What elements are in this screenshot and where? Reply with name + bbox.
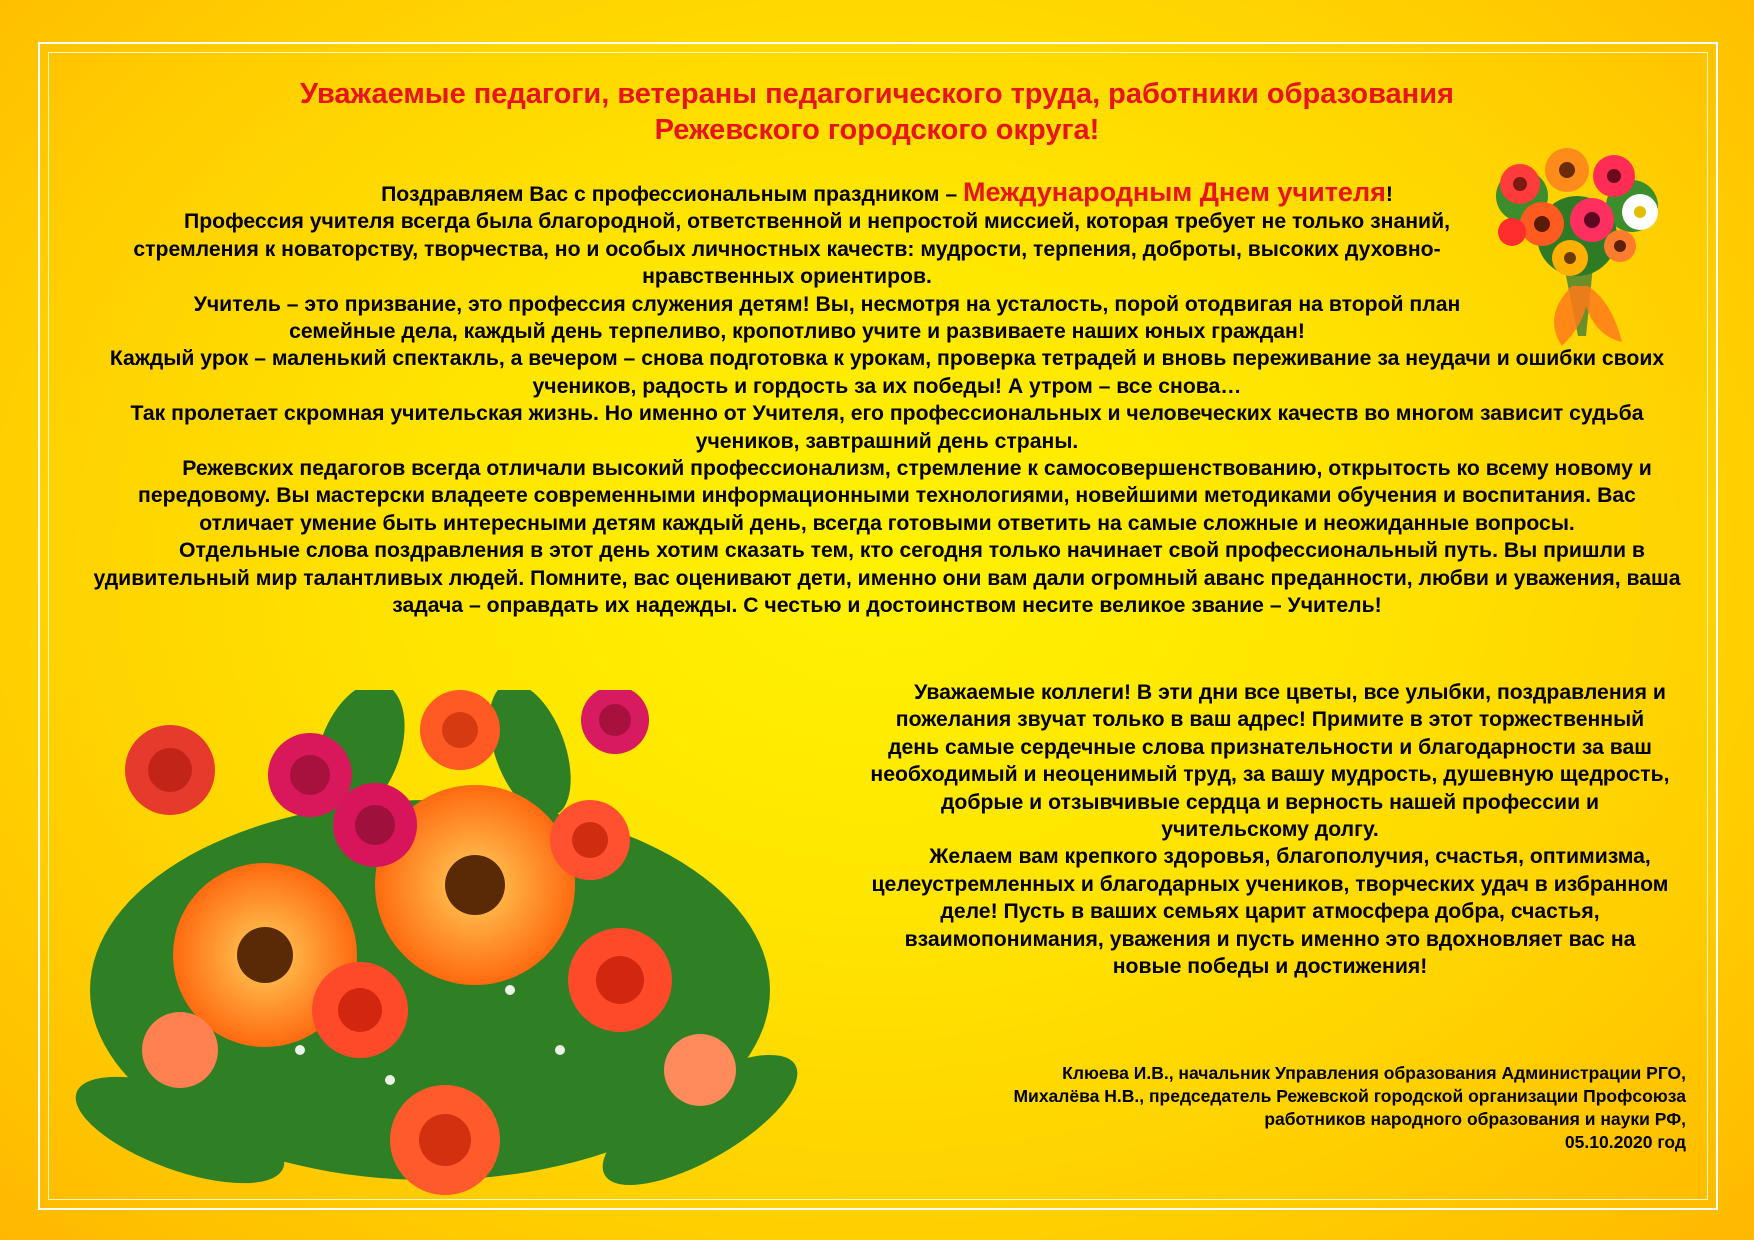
paragraph-2: Учитель – это призвание, это профессия служения детям! Вы, несмотря на усталость, порой отодвигая на второй план семейные дела, каждый день терпеливо, кропотливо учите и развиваете наших юных граждан!	[193, 292, 1461, 344]
greeting-intro: Поздравляем Вас с профессиональным праздником –	[381, 183, 964, 206]
paragraph-5: Режевских педагогов всегда отличали высокий профессионализм, стремление к самосовершенствованию, открытость ко всему новому и передовому. Вы мастерски владеете современными информационными технологиями, новейшими методиками обучения и воспитания. Вас отличает умение быть интересными детям каждый день, всегда готовыми ответить на самые сложные и неожиданные вопросы.	[138, 457, 1652, 535]
signature-block	[820, 1062, 1686, 1154]
letter-body	[90, 179, 1684, 620]
closing-paragraph-2: Желаем вам крепкого здоровья, благополучия, счастья, оптимизма, целеустремленных и благодарных учеников, творческих удач в избранном деле! Пусть в ваших семьях царит атмосфера добра, счастья, взаимопонимания, уважения и пусть именно это вдохновляет вас на новые победы и достижения!	[871, 845, 1669, 979]
signature-line-3: работников народного образования и науки РФ,	[1264, 1109, 1686, 1129]
closing-paragraph-1: Уважаемые коллеги! В эти дни все цветы, все улыбки, поздравления и пожелания звучат только в ваш адрес! Примите в этот торжественный день самые сердечные слова признательности и благодарности за ваш необходимый и неоценимый труд, за вашу мудрость, душевную щедрость, добрые и отзывчивые сердца и верность нашей профессии и учительскому долгу.	[870, 681, 1670, 842]
greeting-end: !	[1385, 183, 1393, 206]
paragraph-6: Отдельные слова поздравления в этот день хотим сказать тем, кто сегодня только начинает свой профессиональный путь. Вы пришли в удивительный мир талантливых людей. Помните, вас оценивают дети, именно они вам дали огромный аванс преданности, любви и уважения, ваша задача – оправдать их надежды. С честью и достоинством несите великое звание – Учитель!	[93, 539, 1681, 618]
signature-date: 05.10.2020 год	[1564, 1132, 1686, 1152]
title-line-2: Режевского городского округа!	[654, 114, 1100, 146]
paragraph-4: Так пролетает скромная учительская жизнь. Но именно от Учителя, его профессиональных и человеческих качеств во многом зависит судьба учеников, завтрашний день страны.	[130, 402, 1644, 453]
paragraph-1: Профессия учителя всегда была благородной, ответственной и непростой миссией, которая требует не только знаний, стремления к новаторству, творчества, но и особых личностных качеств: мудрости, терпения, доброты, высоких духовно-нравственных ориентиров.	[133, 210, 1450, 289]
page-title	[100, 76, 1654, 148]
holiday-name: Международным Днем учителя	[963, 177, 1386, 207]
signature-line-2: Михалёва Н.В., председатель Режевской городской организации Профсоюза	[1013, 1086, 1686, 1106]
title-line-1: Уважаемые педагоги, ветераны педагогического труда, работники образования	[300, 78, 1454, 110]
closing-text	[870, 679, 1670, 980]
paragraph-3: Каждый урок – маленький спектакль, а вечером – снова подготовка к урокам, проверка тетрадей и вновь переживание за неудачи и ошибки своих учеников, радость и гордость за их победы! А утром – все снова…	[109, 347, 1665, 398]
signature-line-1: Клюева И.В., начальник Управления образования Администрации РГО,	[1062, 1063, 1686, 1083]
greeting-line	[90, 179, 1684, 208]
flower-arrangement-icon	[60, 690, 800, 1200]
